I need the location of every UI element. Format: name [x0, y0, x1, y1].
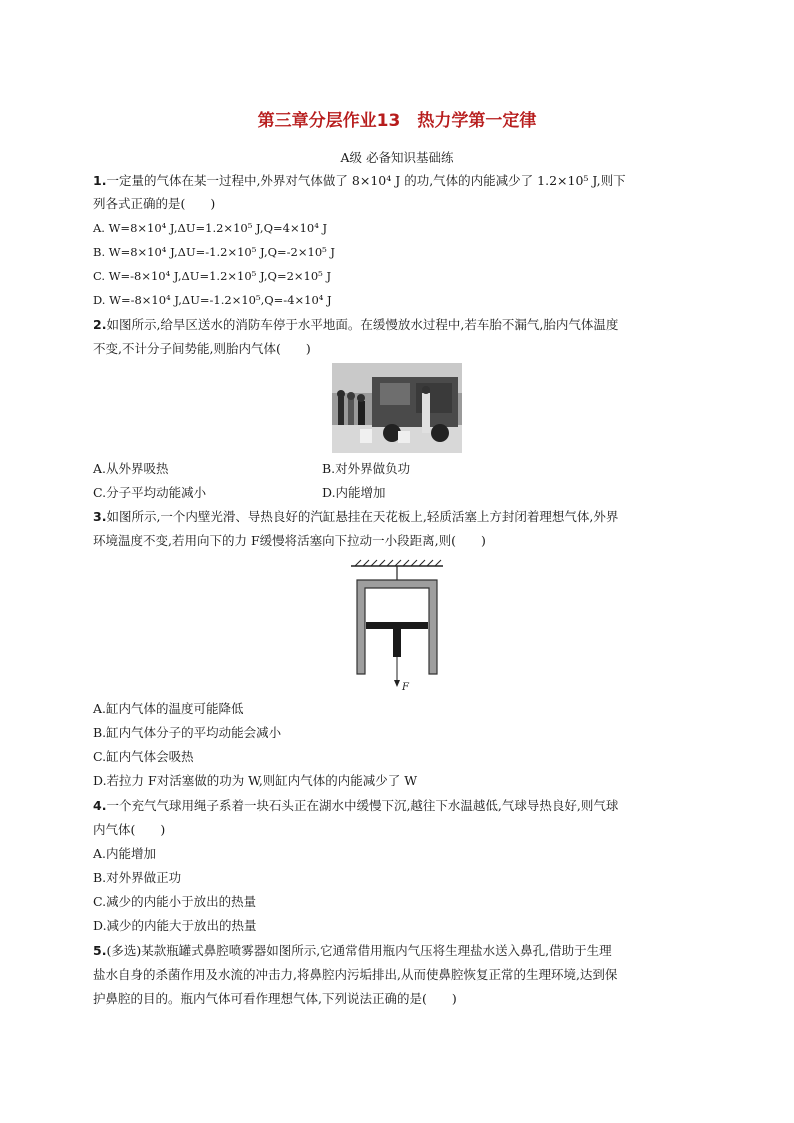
- question-1-option-a: A. W=8×10⁴ J,ΔU=1.2×10⁵ J,Q=4×10⁴ J: [93, 221, 328, 235]
- question-2-option-a: A.从外界吸热: [93, 461, 169, 476]
- question-1-line-1: [93, 172, 626, 189]
- question-3-text: 如图所示,一个内壁光滑、导热良好的汽缸悬挂在天花板上,轻质活塞上方封闭着理想气体,外界: [106, 509, 619, 524]
- question-1-option-b: B. W=8×10⁴ J,ΔU=-1.2×10⁵ J,Q=-2×10⁵ J: [93, 245, 336, 259]
- force-label: F: [402, 682, 409, 693]
- question-4-text: 一个充气气球用绳子系着一块石头正在湖水中缓慢下沉,越往下水温越低,气球导热良好,则气球: [106, 798, 619, 813]
- question-2-text: 如图所示,给旱区送水的消防车停于水平地面。在缓慢放水过程中,若车胎不漏气,胎内气体温度: [106, 317, 619, 332]
- fire-truck-photo: [332, 363, 462, 453]
- question-1-text-line-2: 列各式正确的是( ): [93, 196, 216, 211]
- question-3-number: 3.: [93, 509, 107, 524]
- question-3-option-d: D.若拉力 F对活塞做的功为 W,则缸内气体的内能减少了 W: [93, 773, 418, 788]
- question-1-number: 1.: [93, 173, 107, 188]
- question-1-text: 一定量的气体在某一过程中,外界对气体做了 8×10⁴ J 的功,气体的内能减少了 1.2×10⁵ J,则下: [106, 173, 626, 188]
- question-3-text-line-2: 环境温度不变,若用向下的力 F缓慢将活塞向下拉动一小段距离,则( ): [93, 533, 486, 548]
- question-4-text-line-2: 内气体( ): [93, 822, 166, 837]
- question-2-text-line-2: 不变,不计分子间势能,则胎内气体( ): [93, 341, 311, 356]
- page-title: 第三章分层作业13 热力学第一定律: [257, 111, 537, 131]
- question-2-option-c: C.分子平均动能减小: [93, 485, 207, 500]
- question-5-text-line-3: 护鼻腔的目的。瓶内气体可看作理想气体,下列说法正确的是( ): [93, 991, 457, 1006]
- question-4-option-c: C.减少的内能小于放出的热量: [93, 894, 257, 909]
- question-5-text: (多选)某款瓶罐式鼻腔喷雾器如图所示,它通常借用瓶内气压将生理盐水送入鼻孔,借助于生理: [106, 943, 612, 958]
- question-4-option-d: D.减少的内能大于放出的热量: [93, 918, 257, 933]
- question-3-line-1: [93, 508, 618, 525]
- section-heading: A级 必备知识基础练: [340, 150, 454, 165]
- question-2-line-1: [93, 316, 618, 333]
- question-4-line-1: [93, 797, 618, 814]
- question-3-option-b: B.缸内气体分子的平均动能会减小: [93, 725, 282, 740]
- question-5-line-1: [93, 942, 612, 959]
- question-4-number: 4.: [93, 798, 107, 813]
- question-3-option-a: A.缸内气体的温度可能降低: [93, 701, 244, 716]
- question-5-text-line-2: 盐水自身的杀菌作用及水流的冲击力,将鼻腔内污垢排出,从而使鼻腔恢复正常的生理环境,达到保: [93, 967, 618, 982]
- question-5-number: 5.: [93, 943, 107, 958]
- question-1-option-d: D. W=-8×10⁴ J,ΔU=-1.2×10⁵,Q=-4×10⁴ J: [93, 293, 332, 307]
- question-2-option-d: D.内能增加: [322, 485, 386, 500]
- question-3-option-c: C.缸内气体会吸热: [93, 749, 194, 764]
- cylinder-diagram: [345, 556, 450, 696]
- question-1-option-c: C. W=-8×10⁴ J,ΔU=1.2×10⁵ J,Q=2×10⁵ J: [93, 269, 332, 283]
- question-2-option-b: B.对外界做负功: [322, 461, 411, 476]
- question-2-number: 2.: [93, 317, 107, 332]
- question-4-option-a: A.内能增加: [93, 846, 157, 861]
- question-4-option-b: B.对外界做正功: [93, 870, 182, 885]
